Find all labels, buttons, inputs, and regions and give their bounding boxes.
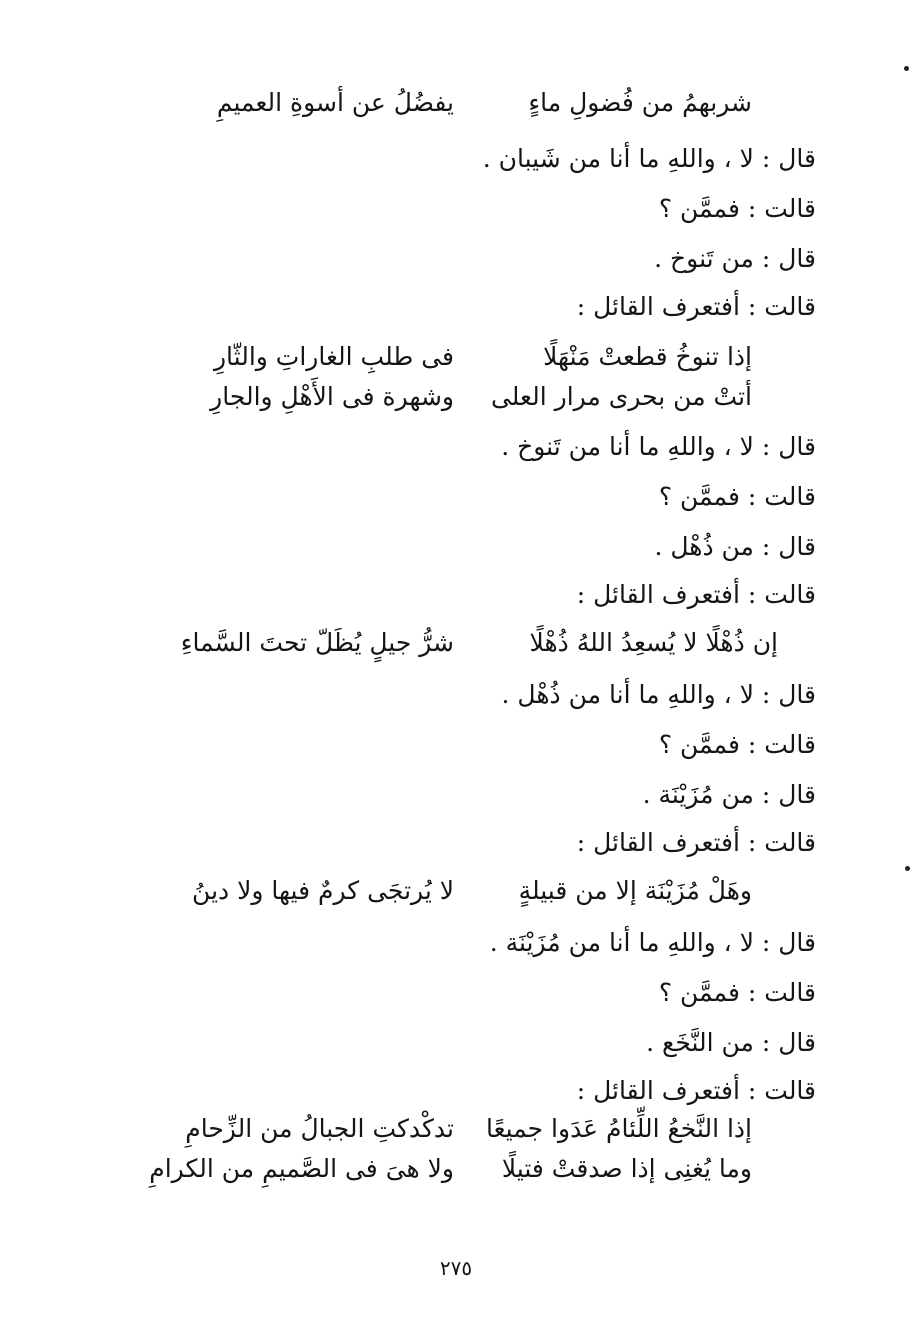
prose-line: قالت : أفتعرف القائل : bbox=[576, 1076, 816, 1105]
prose-line: قال : لا ، واللهِ ما أنا من شَيبان . bbox=[482, 144, 816, 173]
prose-line: قالت : فممَّن ؟ bbox=[658, 194, 816, 223]
prose-line: قالت : أفتعرف القائل : bbox=[576, 828, 816, 857]
verse-4-second-hemistich: شرُّ جيلٍ يُظَلّ تحتَ السَّماءِ bbox=[180, 628, 454, 657]
prose-line: قال : من ذُهْل . bbox=[654, 532, 816, 561]
verse-6-first-hemistich: إذا النَّخعُ اللِّئامُ عَدَوا جميعًا bbox=[485, 1114, 752, 1143]
prose-line: قال : من مُزَيْنَة . bbox=[642, 780, 816, 809]
verse-1-second-hemistich: يفضُلُ عن أسوةِ العميمِ bbox=[216, 88, 454, 117]
scan-speck bbox=[904, 66, 909, 71]
prose-line: قالت : فممَّن ؟ bbox=[658, 482, 816, 511]
verse-1-first-hemistich: شربهمُ من فُضولِ ماءٍ bbox=[528, 88, 752, 117]
verse-4-first-hemistich: إن ذُهْلًا لا يُسعِدُ اللهُ ذُهْلًا bbox=[529, 628, 778, 657]
verse-5-first-hemistich: وهَلْ مُزَيْنَة إلا من قبيلةٍ bbox=[518, 876, 752, 905]
prose-line: قال : من تَنوخ . bbox=[654, 244, 816, 273]
prose-line: قال : لا ، واللهِ ما أنا من مُزَيْنَة . bbox=[489, 928, 816, 957]
prose-line: قالت : أفتعرف القائل : bbox=[576, 292, 816, 321]
verse-3-second-hemistich: وشهرة فى الأَهْلِ والجارِ bbox=[210, 382, 454, 411]
verse-5-second-hemistich: لا يُرتجَى كرمٌ فيها ولا دينُ bbox=[192, 876, 454, 905]
prose-line: قال : لا ، واللهِ ما أنا من ذُهْل . bbox=[501, 680, 816, 709]
prose-line: قال : من النَّخَع . bbox=[646, 1028, 816, 1057]
prose-line: قالت : أفتعرف القائل : bbox=[576, 580, 816, 609]
prose-line: قالت : فممَّن ؟ bbox=[658, 978, 816, 1007]
page-number: ٢٧٥ bbox=[439, 1256, 473, 1280]
verse-7-first-hemistich: وما يُغنِى إذا صدقتْ فتيلًا bbox=[501, 1154, 752, 1183]
prose-line: قالت : فممَّن ؟ bbox=[658, 730, 816, 759]
verse-2-first-hemistich: إذا تنوخُ قطعتْ مَنْهَلًا bbox=[543, 342, 752, 371]
verse-3-first-hemistich: أتتْ من بحرى مرار العلى bbox=[490, 382, 752, 411]
scan-speck bbox=[905, 866, 910, 871]
verse-6-second-hemistich: تدكْدكتِ الجبالُ من الزِّحامِ bbox=[185, 1114, 454, 1143]
prose-line: قال : لا ، واللهِ ما أنا من تَنوخ . bbox=[501, 432, 816, 461]
verse-2-second-hemistich: فى طلبِ الغاراتِ والثّارِ bbox=[213, 342, 454, 371]
verse-7-second-hemistich: ولا هىَ فى الصَّميمِ من الكرامِ bbox=[149, 1154, 454, 1183]
